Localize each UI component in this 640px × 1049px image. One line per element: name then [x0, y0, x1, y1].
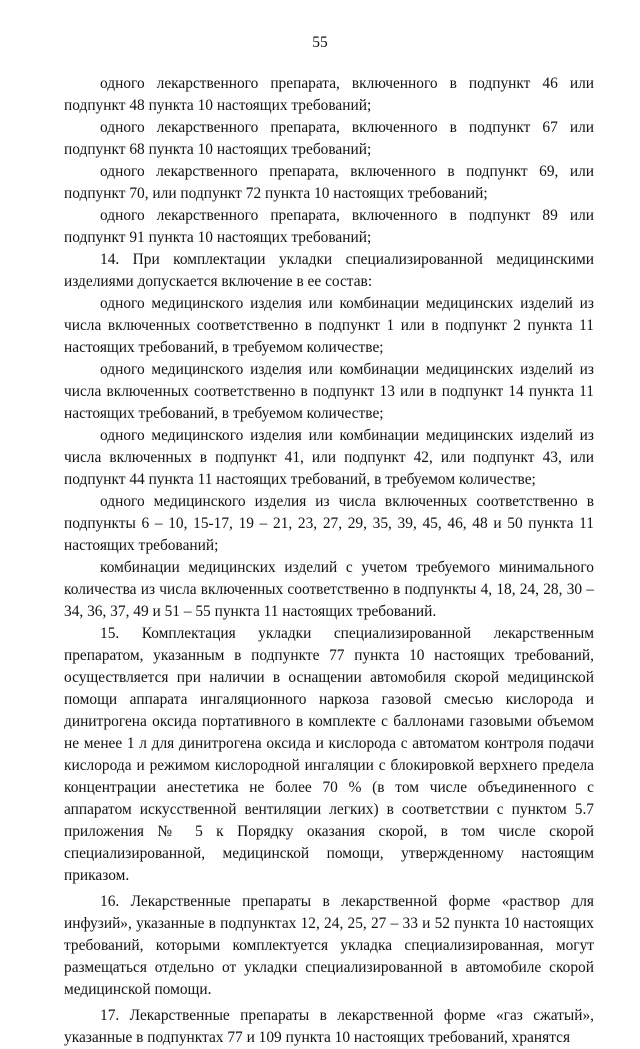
paragraph: 16. Лекарственные препараты в лекарственной форме «раствор для инфузий», указанные в подпунктах 12, 24, 25, 27 – 33 и 52 пункта 10 настоящих требований, которыми комплектуется укладка специализированная, могут размещаться отдельно от укладки специализированной в автомобиле скорой медицинской помощи. — [64, 893, 594, 998]
paragraph: одного лекарственного препарата, включенного в подпункт 69, или подпункт 70, или подпункт 72 пункта 10 настоящих требований; — [64, 163, 594, 202]
paragraph: одного медицинского изделия или комбинации медицинских изделий из числа включенных соответственно в подпункт 1 или в подпункт 2 пункта 11 настоящих требований, в требуемом количестве; — [64, 295, 594, 356]
paragraph: 15. Комплектация укладки специализированной лекарственным препаратом, указанным в подпункте 77 пункта 10 настоящих требований, осуществляется при наличии в оснащении автомобиля скорой медицинской помощи аппарата ингаляционного наркоза газовой смесью кислорода и динитрогена оксида портативного в комплекте с баллонами газовыми объемом не менее 1 л для динитрогена оксида и кислорода с автоматом контроля подачи кислорода и режимом кислородной ингаляции с блокировкой верхнего предела концентрации анестетика не более 70 % (в том числе объединенного с аппаратом искусственной вентиляции легких) в соответствии с пунктом 5.7 приложения № 5 к Порядку оказания скорой, в том числе скорой специализированной, медицинской помощи, утвержденному настоящим приказом. — [64, 625, 594, 884]
paragraph: одного медицинского изделия или комбинации медицинских изделий из числа включенных в подпункт 41, или подпункт 42, или подпункт 43, или подпункт 44 пункта 11 настоящих требований, в требуемом количестве; — [64, 427, 594, 488]
page-number: 55 — [312, 34, 328, 51]
paragraph: одного лекарственного препарата, включенного в подпункт 46 или подпункт 48 пункта 10 настоящих требований; — [64, 75, 594, 114]
paragraph: одного медицинского изделия из числа включенных соответственно в подпункты 6 – 10, 15-17, 19 – 21, 23, 27, 29, 35, 39, 45, 46, 48 и 50 пункта 11 настоящих требований; — [64, 493, 594, 554]
document-body — [64, 73, 594, 1049]
paragraph: 17. Лекарственные препараты в лекарственной форме «газ сжатый», указанные в подпунктах 77 и 109 пункта 10 настоящих требований, хранятся — [64, 1007, 594, 1046]
paragraph: комбинации медицинских изделий с учетом требуемого минимального количества из числа включенных соответственно в подпункты 4, 18, 24, 28, 30 – 34, 36, 37, 49 и 51 – 55 пункта 11 настоящих требований. — [64, 559, 594, 620]
paragraph: одного лекарственного препарата, включенного в подпункт 89 или подпункт 91 пункта 10 настоящих требований; — [64, 207, 594, 246]
paragraph: одного лекарственного препарата, включенного в подпункт 67 или подпункт 68 пункта 10 настоящих требований; — [64, 119, 594, 158]
paragraph: одного медицинского изделия или комбинации медицинских изделий из числа включенных соответственно в подпункт 13 или в подпункт 14 пункта 11 настоящих требований, в требуемом количестве; — [64, 361, 594, 422]
paragraph: 14. При комплектации укладки специализированной медицинскими изделиями допускается включение в ее состав: — [64, 251, 594, 290]
